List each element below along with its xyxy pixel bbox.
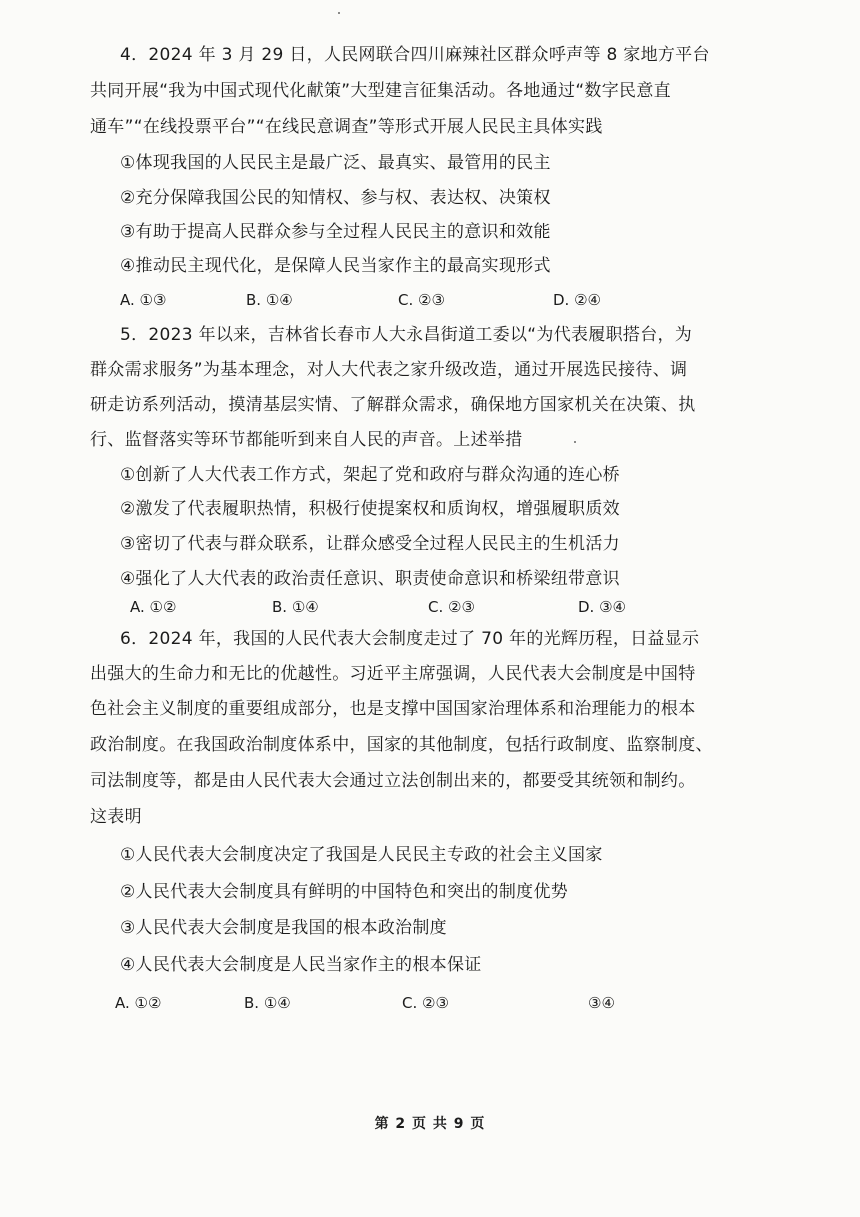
question-6-statement-3: ③人民代表大会制度是我国的根本政治制度 bbox=[120, 918, 447, 938]
question-6-stem-line-5: 司法制度等，都是由人民代表大会通过立法创制出来的，都要受其统领和制约。 bbox=[90, 771, 696, 791]
question-6-stem-line-1: 6．2024 年，我国的人民代表大会制度走过了 70 年的光辉历程，日益显示 bbox=[120, 629, 700, 649]
question-5-stem-line-3: 研走访系列活动，摸清基层实情、了解群众需求，确保地方国家机关在决策、执 bbox=[90, 395, 696, 415]
question-6-option-d: ③④ bbox=[588, 994, 615, 1012]
question-4-option-d: D. ②④ bbox=[553, 291, 601, 309]
question-4-stem-line-1: 4．2024 年 3 月 29 日，人民网联合四川麻辣社区群众呼声等 8 家地方平台 bbox=[120, 45, 710, 65]
question-6-stem-line-6: 这表明 bbox=[90, 807, 142, 827]
question-5-stem-line-2: 群众需求服务”为基本理念，对人大代表之家升级改造，通过开展选民接待、调 bbox=[90, 360, 688, 380]
question-4-option-b: B. ①④ bbox=[246, 291, 293, 309]
question-5-statement-1: ①创新了人大代表工作方式，架起了党和政府与群众沟通的连心桥 bbox=[120, 465, 620, 485]
question-5-stem-line-4: 行、监督落实等环节都能听到来自人民的声音。上述举措 bbox=[90, 430, 523, 450]
question-6-option-b: B. ①④ bbox=[244, 994, 291, 1012]
question-5-option-c: C. ②③ bbox=[428, 598, 475, 616]
question-4-statement-4: ④推动民主现代化，是保障人民当家作主的最高实现形式 bbox=[120, 256, 551, 276]
question-6-statement-2: ②人民代表大会制度具有鲜明的中国特色和突出的制度优势 bbox=[120, 882, 569, 902]
scan-speck bbox=[574, 441, 576, 443]
question-5-statement-2: ②激发了代表履职热情，积极行使提案权和质询权，增强履职质效 bbox=[120, 499, 620, 519]
question-6-stem-line-2: 出强大的生命力和无比的优越性。习近平主席强调，人民代表大会制度是中国特 bbox=[90, 664, 696, 684]
question-4-option-c: C. ②③ bbox=[398, 291, 445, 309]
question-4-option-a: A. ①③ bbox=[120, 291, 167, 309]
question-5-option-b: B. ①④ bbox=[272, 598, 319, 616]
question-6-option-a: A. ①② bbox=[115, 994, 162, 1012]
question-6-option-c: C. ②③ bbox=[402, 994, 449, 1012]
question-5-statement-3: ③密切了代表与群众联系，让群众感受全过程人民民主的生机活力 bbox=[120, 534, 620, 554]
question-5-stem-line-1: 5．2023 年以来，吉林省长春市人大永昌街道工委以“为代表履职搭台，为 bbox=[120, 325, 693, 345]
question-4-stem-line-2: 共同开展“我为中国式现代化献策”大型建言征集活动。各地通过“数字民意直 bbox=[90, 81, 671, 101]
question-4-statement-1: ①体现我国的人民民主是最广泛、最真实、最管用的民主 bbox=[120, 153, 551, 173]
question-4-stem-line-3: 通车”“在线投票平台”“在线民意调查”等形式开展人民民主具体实践 bbox=[90, 117, 603, 137]
page-footer: 第 2 页 共 9 页 bbox=[374, 1116, 486, 1132]
question-4-statement-2: ②充分保障我国公民的知情权、参与权、表达权、决策权 bbox=[120, 188, 551, 208]
question-6-statement-1: ①人民代表大会制度决定了我国是人民民主专政的社会主义国家 bbox=[120, 845, 603, 865]
scan-speck bbox=[338, 12, 340, 14]
question-6-stem-line-3: 色社会主义制度的重要组成部分，也是支撑中国国家治理体系和治理能力的根本 bbox=[90, 699, 696, 719]
question-6-stem-line-4: 政治制度。在我国政治制度体系中，国家的其他制度，包括行政制度、监察制度、 bbox=[90, 735, 713, 755]
question-5-option-a: A. ①② bbox=[130, 598, 177, 616]
question-6-statement-4: ④人民代表大会制度是人民当家作主的根本保证 bbox=[120, 955, 482, 975]
question-5-option-d: D. ③④ bbox=[578, 598, 626, 616]
question-5-statement-4: ④强化了人大代表的政治责任意识、职责使命意识和桥梁纽带意识 bbox=[120, 569, 620, 589]
question-4-statement-3: ③有助于提高人民群众参与全过程人民民主的意识和效能 bbox=[120, 222, 551, 242]
